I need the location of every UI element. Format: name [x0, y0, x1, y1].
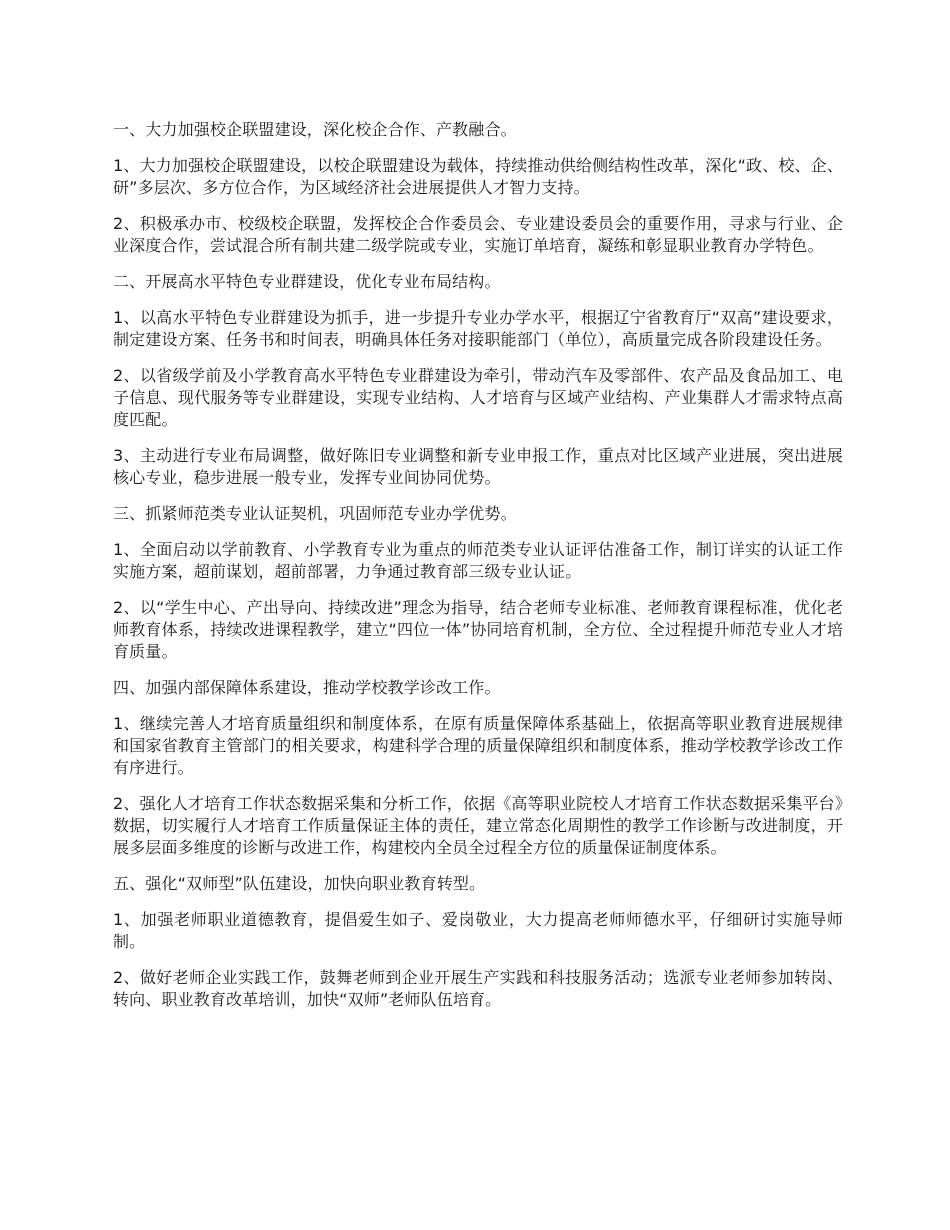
body-paragraph: 1、大力加强校企联盟建设，以校企联盟建设为载体，持续推动供给侧结构性改革，深化“政、校、企、研”多层次、多方位合作，为区域经济社会进展提供人才智力支持。: [113, 156, 843, 197]
body-paragraph: 1、以高水平特色专业群建设为抓手，进一步提升专业办学水平，根据辽宁省教育厅“双高”建设要求，制定建设方案、任务书和时间表，明确具体任务对接职能部门（单位），高质量完成各阶段建设任务。: [113, 308, 843, 349]
section-heading-5: 五、强化“双师型”队伍建设，加快向职业教育转型。: [113, 874, 486, 893]
body-paragraph: 1、全面启动以学前教育、小学教育专业为重点的师范类专业认证评估准备工作，制订详实的认证工作实施方案，超前谋划，超前部署，力争通过教育部三级专业认证。: [113, 540, 843, 581]
body-paragraph: 1、加强老师职业道德教育，提倡爱生如子、爱岗敬业，大力提高老师师德水平，仔细研讨实施导师制。: [113, 910, 843, 951]
body-paragraph: 2、做好老师企业实践工作，鼓舞老师到企业开展生产实践和科技服务活动；选派专业老师参加转岗、转向、职业教育改革培训，加快“双师”老师队伍培育。: [113, 968, 843, 1009]
body-paragraph: 2、积极承办市、校级校企联盟，发挥校企合作委员会、专业建设委员会的重要作用，寻求与行业、企业深度合作，尝试混合所有制共建二级学院或专业，实施订单培育，凝练和彰显职业教育办学特色。: [113, 214, 843, 255]
body-paragraph: 2、以省级学前及小学教育高水平特色专业群建设为牵引，带动汽车及零部件、农产品及食品加工、电子信息、现代服务等专业群建设，实现专业结构、人才培育与区域产业结构、产业集群人才需求特点高度匹配。: [113, 366, 843, 429]
section-heading-3: 三、抓紧师范类专业认证契机，巩固师范专业办学优势。: [113, 504, 517, 523]
body-paragraph: 2、强化人才培育工作状态数据采集和分析工作，依据《高等职业院校人才培育工作状态数据采集平台》数据，切实履行人才培育工作质量保证主体的责任，建立常态化周期性的教学工作诊断与改进制度，开展多层面多维度的诊断与改进工作，构建校内全员全过程全方位的质量保证制度体系。: [113, 794, 843, 857]
body-paragraph: 1、继续完善人才培育质量组织和制度体系，在原有质量保障体系基础上，依据高等职业教育进展规律和国家省教育主管部门的相关要求，构建科学合理的质量保障组织和制度体系，推动学校教学诊改工作有序进行。: [113, 714, 843, 777]
section-heading-2: 二、开展高水平特色专业群建设，优化专业布局结构。: [113, 272, 501, 291]
body-paragraph: 3、主动进行专业布局调整，做好陈旧专业调整和新专业申报工作，重点对比区域产业进展，突出进展核心专业，稳步进展一般专业，发挥专业间协同优势。: [113, 446, 843, 487]
body-paragraph: 2、以“学生中心、产出导向、持续改进”理念为指导，结合老师专业标准、老师教育课程标准，优化老师教育体系，持续改进课程教学，建立“四位一体”协同培育机制，全方位、全过程提升师范专业人才培育质量。: [113, 598, 843, 661]
document-body: [113, 119, 843, 1025]
section-heading-4: 四、加强内部保障体系建设，推动学校教学诊改工作。: [113, 678, 501, 697]
section-heading-1: 一、大力加强校企联盟建设，深化校企合作、产教融合。: [113, 120, 517, 139]
